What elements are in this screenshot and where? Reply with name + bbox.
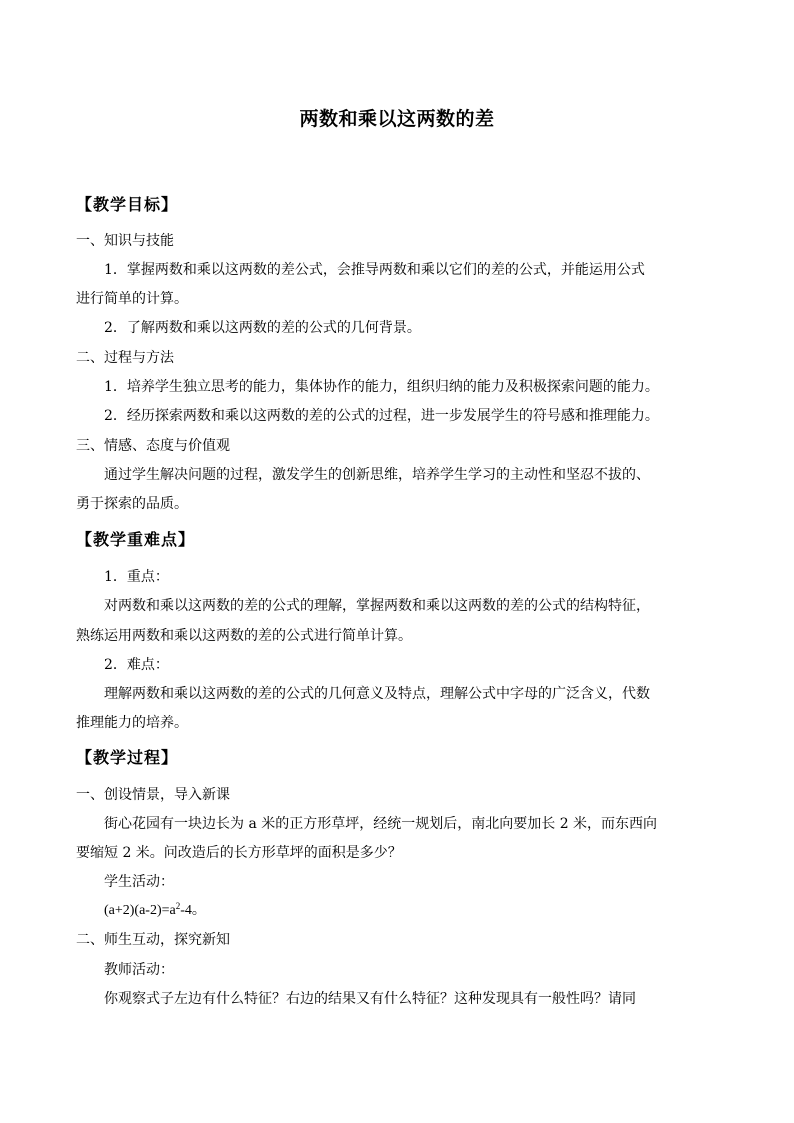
subheading-create-scene: 一、创设情景，导入新课 <box>76 787 230 803</box>
formula-left: (a+2)(a-2)=a <box>104 903 176 918</box>
paragraph-line: 2．经历探索两数和乘以这两数的差的公式的过程，进一步发展学生的符号感和推理能力。 <box>104 408 659 424</box>
paragraph-line: 通过学生解决问题的过程，激发学生的创新思维，培养学生学习的主动性和坚忍不拔的、 <box>104 467 650 483</box>
section-heading-process: 【教学过程】 <box>76 748 179 767</box>
paragraph-line: 勇于探索的品质。 <box>76 496 188 512</box>
paragraph-line: 进行简单的计算。 <box>76 291 188 307</box>
paragraph-line: 1．掌握两数和乘以这两数的差公式，会推导两数和乘以它们的差的公式，并能运用公式 <box>104 262 645 278</box>
page-title: 两数和乘以这两数的差 <box>299 108 495 130</box>
paragraph-line: 1．培养学生独立思考的能力，集体协作的能力，组织归纳的能力及积极探索问题的能力。 <box>104 379 659 395</box>
section-heading-objectives: 【教学目标】 <box>76 195 179 214</box>
formula-exponent: 2 <box>175 901 181 911</box>
subheading-knowledge-skills: 一、知识与技能 <box>76 233 174 249</box>
subheading-process-methods: 二、过程与方法 <box>76 350 174 366</box>
paragraph-line: 推理能力的培养。 <box>76 715 188 731</box>
paragraph-line: 街心花园有一块边长为 a 米的正方形草坪，经统一规划后，南北向要加长 2 米，而东西向 <box>104 816 658 832</box>
formula-right: -4。 <box>180 903 206 918</box>
teacher-activity-label: 教师活动： <box>104 962 174 978</box>
paragraph-line: 你观察式子左边有什么特征？右边的结果又有什么特征？这种发现具有一般性吗？请同 <box>104 991 636 1007</box>
paragraph-line: 熟练运用两数和乘以这两数的差的公式进行简单计算。 <box>76 628 412 644</box>
paragraph-line: 对两数和乘以这两数的差的公式的理解，掌握两数和乘以这两数的差的公式的结构特征， <box>104 598 650 614</box>
subheading-interaction: 二、师生互动，探究新知 <box>76 932 230 948</box>
paragraph-line: 2．了解两数和乘以这两数的差的公式的几何背景。 <box>104 320 421 336</box>
paragraph-line: 理解两数和乘以这两数的差的公式的几何意义及特点，理解公式中字母的广泛含义，代数 <box>104 686 650 702</box>
student-activity-label: 学生活动： <box>104 874 174 890</box>
difficulty-label: 2．难点： <box>104 657 169 673</box>
subheading-emotion-values: 三、情感、态度与价值观 <box>76 438 230 454</box>
formula-line <box>104 901 206 921</box>
paragraph-line: 要缩短 2 米。问改造后的长方形草坪的面积是多少？ <box>76 845 402 861</box>
key-point-label: 1．重点： <box>104 569 169 585</box>
section-heading-key-points: 【教学重难点】 <box>76 530 196 549</box>
